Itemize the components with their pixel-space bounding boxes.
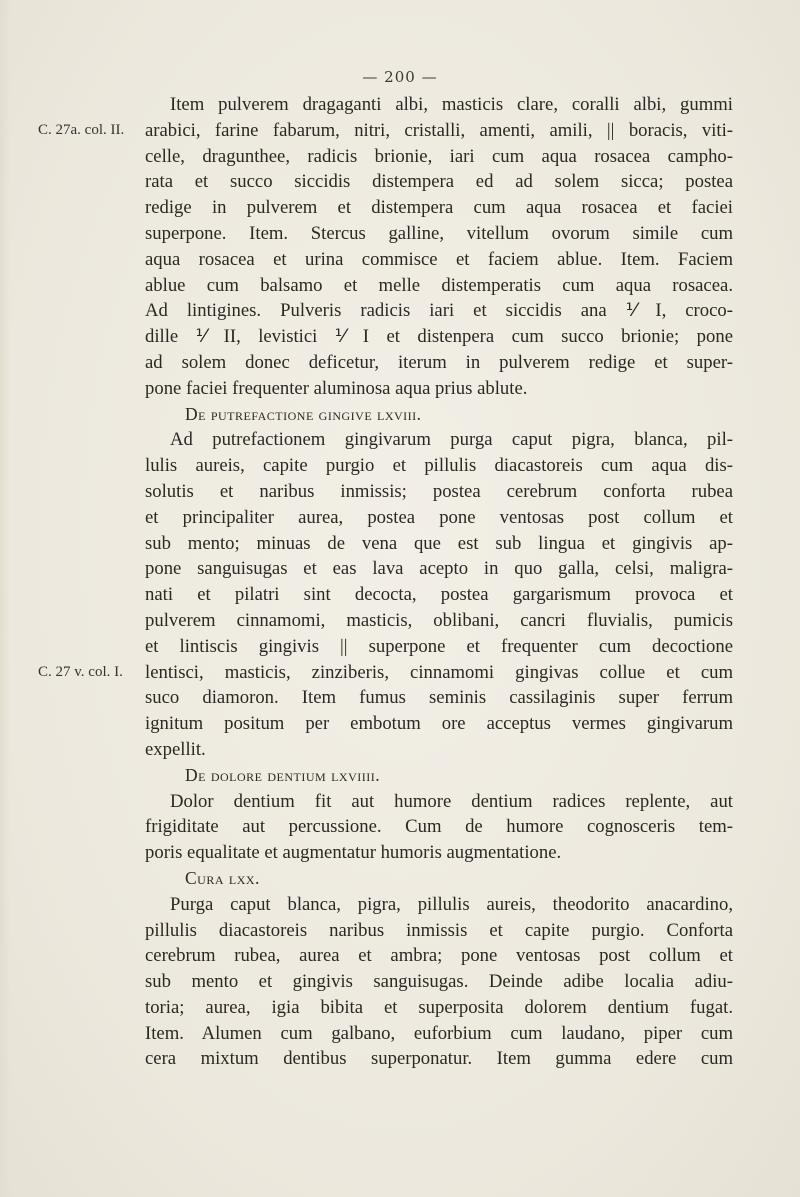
text-line: lulis aureis, capite purgio et pillulis diacastoreis cum aqua dis- [145, 455, 733, 477]
text-line: cerebrum rubea, aurea et ambra; pone ventosas post collum et [145, 945, 733, 967]
text-line: Item. Alumen cum galbano, euforbium cum laudano, piper cum [145, 1022, 733, 1044]
text-line: superpone. Item. Stercus galline, vitellum ovorum simile cum [145, 222, 733, 244]
page-number: — 200 — [362, 68, 438, 86]
text-line: frigiditate aut percussione. Cum de humore cognosceris tem- [145, 816, 733, 838]
text-line: ablue cum balsamo et melle distemperatis cum aqua rosacea. [145, 274, 733, 296]
text-line: toria; aurea, igia bibita et superposita dolorem dentium fugat. [145, 996, 733, 1018]
text-line: sub mento et gingivis sanguisugas. Deinde adibe localia adiu- [145, 971, 733, 993]
text-line: et lintiscis gingivis || superpone et frequenter cum decoctione [145, 635, 733, 657]
text-line: arabici, farine fabarum, nitri, cristalli, amenti, amili, || boracis, viti- [145, 119, 733, 141]
text-line: pone faciei frequenter aluminosa aqua prius ablute. [145, 377, 528, 399]
text-line: Ad lintigines. Pulveris radicis iari et siccidis ana ⅟ I, croco- [145, 300, 733, 322]
text-line: solutis et naribus inmissis; postea cerebrum conforta rubea [145, 480, 733, 502]
text-line: aqua rosacea et urina commisce et faciem ablue. Item. Faciem [145, 248, 733, 270]
section-heading: De putrefactione gingive lxviii. [185, 403, 422, 424]
text-line: poris equalitate et augmentatur humoris augmentatione. [145, 842, 562, 864]
text-line: lentisci, masticis, zinziberis, cinnamomi gingivas collue et cum [145, 661, 733, 683]
margin-reference: C. 27 v. col. I. [38, 663, 123, 680]
body-text [145, 92, 733, 1072]
text-line: Dolor dentium fit aut humore dentium radices replente, aut [170, 790, 733, 812]
text-line: nati et pilatri sint decocta, postea gargarismum provoca et [145, 584, 733, 606]
text-line: sub mento; minuas de vena que est sub lingua et gingivis ap- [145, 532, 733, 554]
text-line: rata et succo siccidis distempera ed ad solem sicca; postea [145, 171, 733, 193]
text-line: ad solem donec deficetur, iterum in pulverem redige et super- [145, 351, 733, 373]
text-line: expellit. [145, 738, 206, 760]
text-line: celle, dragunthee, radicis brionie, iari cum aqua rosacea campho- [145, 145, 733, 167]
section-heading: Cura lxx. [185, 867, 260, 888]
text-line: cera mixtum dentibus superponatur. Item gumma edere cum [145, 1048, 733, 1070]
text-line: pone sanguisugas et eas lava acepto in quo galla, celsi, maligra- [145, 558, 733, 580]
margin-reference: C. 27a. col. II. [38, 121, 125, 138]
page-edge-shadow [0, 0, 10, 1197]
text-line: Ad putrefactionem gingivarum purga caput pigra, blanca, pil- [170, 429, 733, 451]
text-line: pillulis diacastoreis naribus inmissis et capite purgio. Conforta [145, 919, 733, 941]
text-line: ignitum positum per embotum ore acceptus vermes gingivarum [145, 713, 733, 735]
text-line: suco diamoron. Item fumus seminis cassilaginis super ferrum [145, 687, 733, 709]
text-line: dille ⅟ II, levistici ⅟ I et distenpera cum succo brionie; pone [145, 326, 733, 348]
section-heading: De dolore dentium lxviiii. [185, 764, 381, 785]
text-line: et principaliter aurea, postea pone ventosas post collum et [145, 506, 733, 528]
text-line: Purga caput blanca, pigra, pillulis aureis, theodorito anacardino, [170, 893, 733, 915]
text-line: redige in pulverem et distempera cum aqua rosacea et faciei [145, 197, 733, 219]
text-line: pulverem cinnamomi, masticis, oblibani, cancri fluvialis, pumicis [145, 609, 733, 631]
text-line: Item pulverem dragaganti albi, masticis clare, coralli albi, gummi [170, 94, 733, 115]
